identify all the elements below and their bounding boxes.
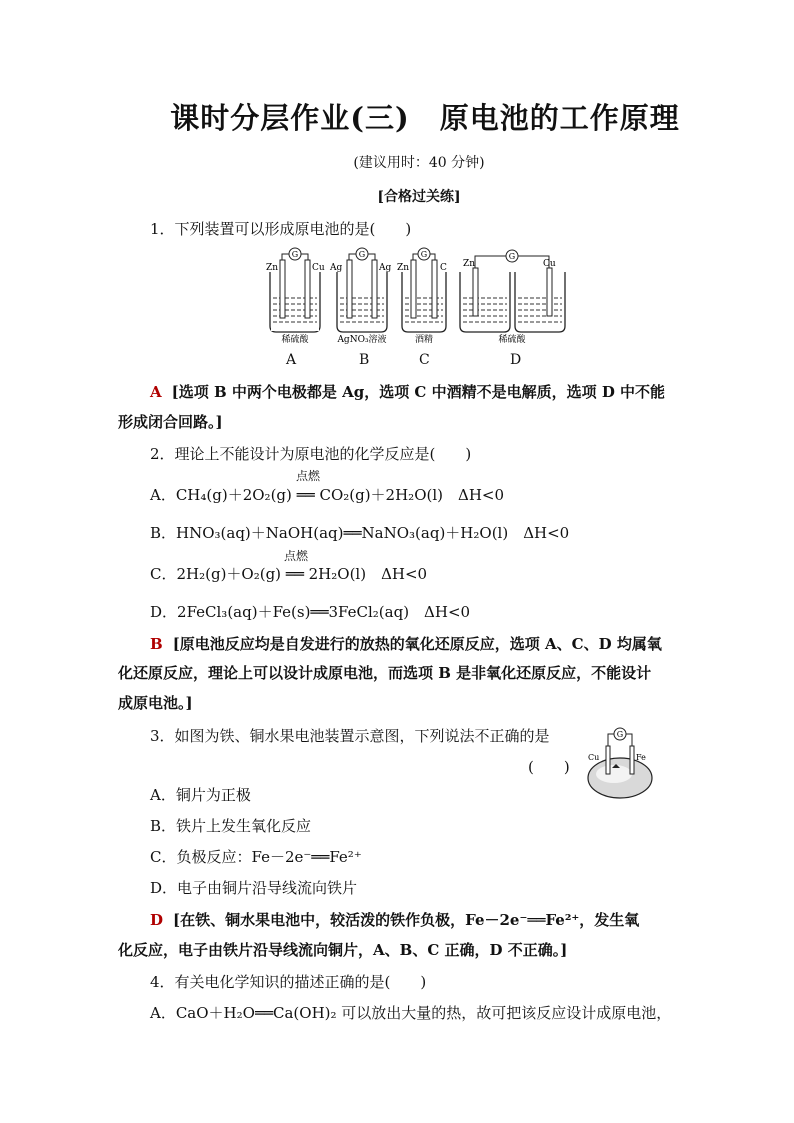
q3-option-b: B．铁片上发生氧化反应: [150, 817, 312, 835]
fruit-battery-figure: [586, 724, 656, 804]
svg-text:Fe: Fe: [636, 753, 646, 762]
q1-explanation-cont: 形成闭合回路。]: [118, 413, 223, 431]
svg-text:稀硫酸: 稀硫酸: [498, 335, 526, 344]
svg-text:G: G: [358, 250, 366, 259]
svg-text:G: G: [420, 250, 428, 259]
q3-option-c: C．负极反应：Fe－2e⁻══Fe²⁺: [150, 848, 362, 866]
q2-option-a: A．CH₄(g)＋2O₂(g) ══ CO₂(g)＋2H₂O(l) ΔH<0: [150, 486, 505, 504]
q3-explanation: D [在铁、铜水果电池中，较活泼的铁作负极，Fe－2e⁻══Fe²⁺，发生氧: [150, 911, 640, 929]
option-label-b: B: [359, 352, 370, 368]
q2-explanation-cont: 化还原反应，理论上可以设计成原电池，而选项 B 是非氧化还原反应，不能设计: [118, 664, 652, 682]
q2-a-condition: 点燃: [295, 469, 320, 483]
q1-apparatus-figure: [260, 246, 580, 344]
q3-explanation-cont: 化反应，电子由铁片沿导线流向铜片，A、B、C 正确，D 不正确。]: [118, 941, 568, 959]
q3-option-a: A．铜片为正极: [150, 786, 251, 804]
beaker-c: [397, 248, 447, 344]
q2-option-d: D．2FeCl₃(aq)＋Fe(s)══3FeCl₂(aq) ΔH<0: [150, 603, 471, 621]
q1-explanation: A [选项 B 中两个电极都是 Ag，选项 C 中酒精不是电解质，选项 D 中不能: [150, 383, 666, 401]
svg-text:稀硫酸: 稀硫酸: [281, 335, 309, 344]
svg-text:G: G: [291, 250, 299, 259]
svg-text:Zn: Zn: [266, 263, 279, 273]
svg-text:G: G: [508, 252, 516, 261]
svg-text:G: G: [616, 730, 624, 739]
svg-text:Zn: Zn: [463, 259, 476, 269]
suggested-time: (建议用时：40 分钟): [353, 155, 485, 171]
svg-text:Ag: Ag: [330, 263, 343, 273]
q2-explanation: B [原电池反应均是自发进行的放热的氧化还原反应，选项 A、C、D 均属氧: [150, 635, 662, 653]
svg-text:Ag: Ag: [379, 263, 392, 273]
q2-option-b: B．HNO₃(aq)＋NaOH(aq)══NaNO₃(aq)＋H₂O(l) ΔH<0: [150, 524, 570, 542]
option-label-d: D: [510, 352, 522, 368]
svg-text:C: C: [440, 263, 447, 273]
svg-text:Cu: Cu: [312, 263, 325, 273]
q3-answer-paren: ( ): [528, 758, 570, 776]
svg-text:Zn: Zn: [397, 263, 410, 273]
q3-option-d: D．电子由铜片沿导线流向铁片: [150, 879, 358, 897]
beaker-b: [329, 248, 391, 344]
q2-c-condition: 点燃: [283, 549, 308, 563]
q1-answer: A: [150, 383, 162, 401]
page-title: 课时分层作业(三) 原电池的工作原理: [170, 101, 680, 135]
svg-text:Cu: Cu: [543, 259, 556, 269]
svg-text:AgNO₃溶液: AgNO₃溶液: [337, 335, 387, 344]
q2-option-c: C．2H₂(g)＋O₂(g) ══ 2H₂O(l) ΔH<0: [150, 565, 428, 583]
option-label-a: A: [286, 352, 297, 368]
svg-text:Cu: Cu: [588, 753, 600, 762]
svg-text:酒精: 酒精: [414, 335, 434, 344]
q1-stem: 1．下列装置可以形成原电池的是( ): [150, 220, 412, 238]
q3-answer: D: [150, 911, 164, 929]
beaker-a: [266, 248, 325, 344]
q3-stem: 3．如图为铁、铜水果电池装置示意图，下列说法不正确的是: [150, 727, 550, 745]
section-heading: [合格过关练]: [377, 189, 461, 205]
q2-explanation-cont2: 成原电池。]: [118, 694, 193, 712]
q4-stem: 4．有关电化学知识的描述正确的是( ): [150, 973, 427, 991]
q2-answer: B: [150, 635, 163, 653]
option-label-c: C: [419, 352, 430, 368]
q2-stem: 2．理论上不能设计为原电池的化学反应是( ): [150, 445, 472, 463]
q4-option-a: A．CaO＋H₂O══Ca(OH)₂ 可以放出大量的热，故可把该反应设计成原电池，: [150, 1004, 672, 1022]
beaker-pair-d: [460, 250, 565, 344]
